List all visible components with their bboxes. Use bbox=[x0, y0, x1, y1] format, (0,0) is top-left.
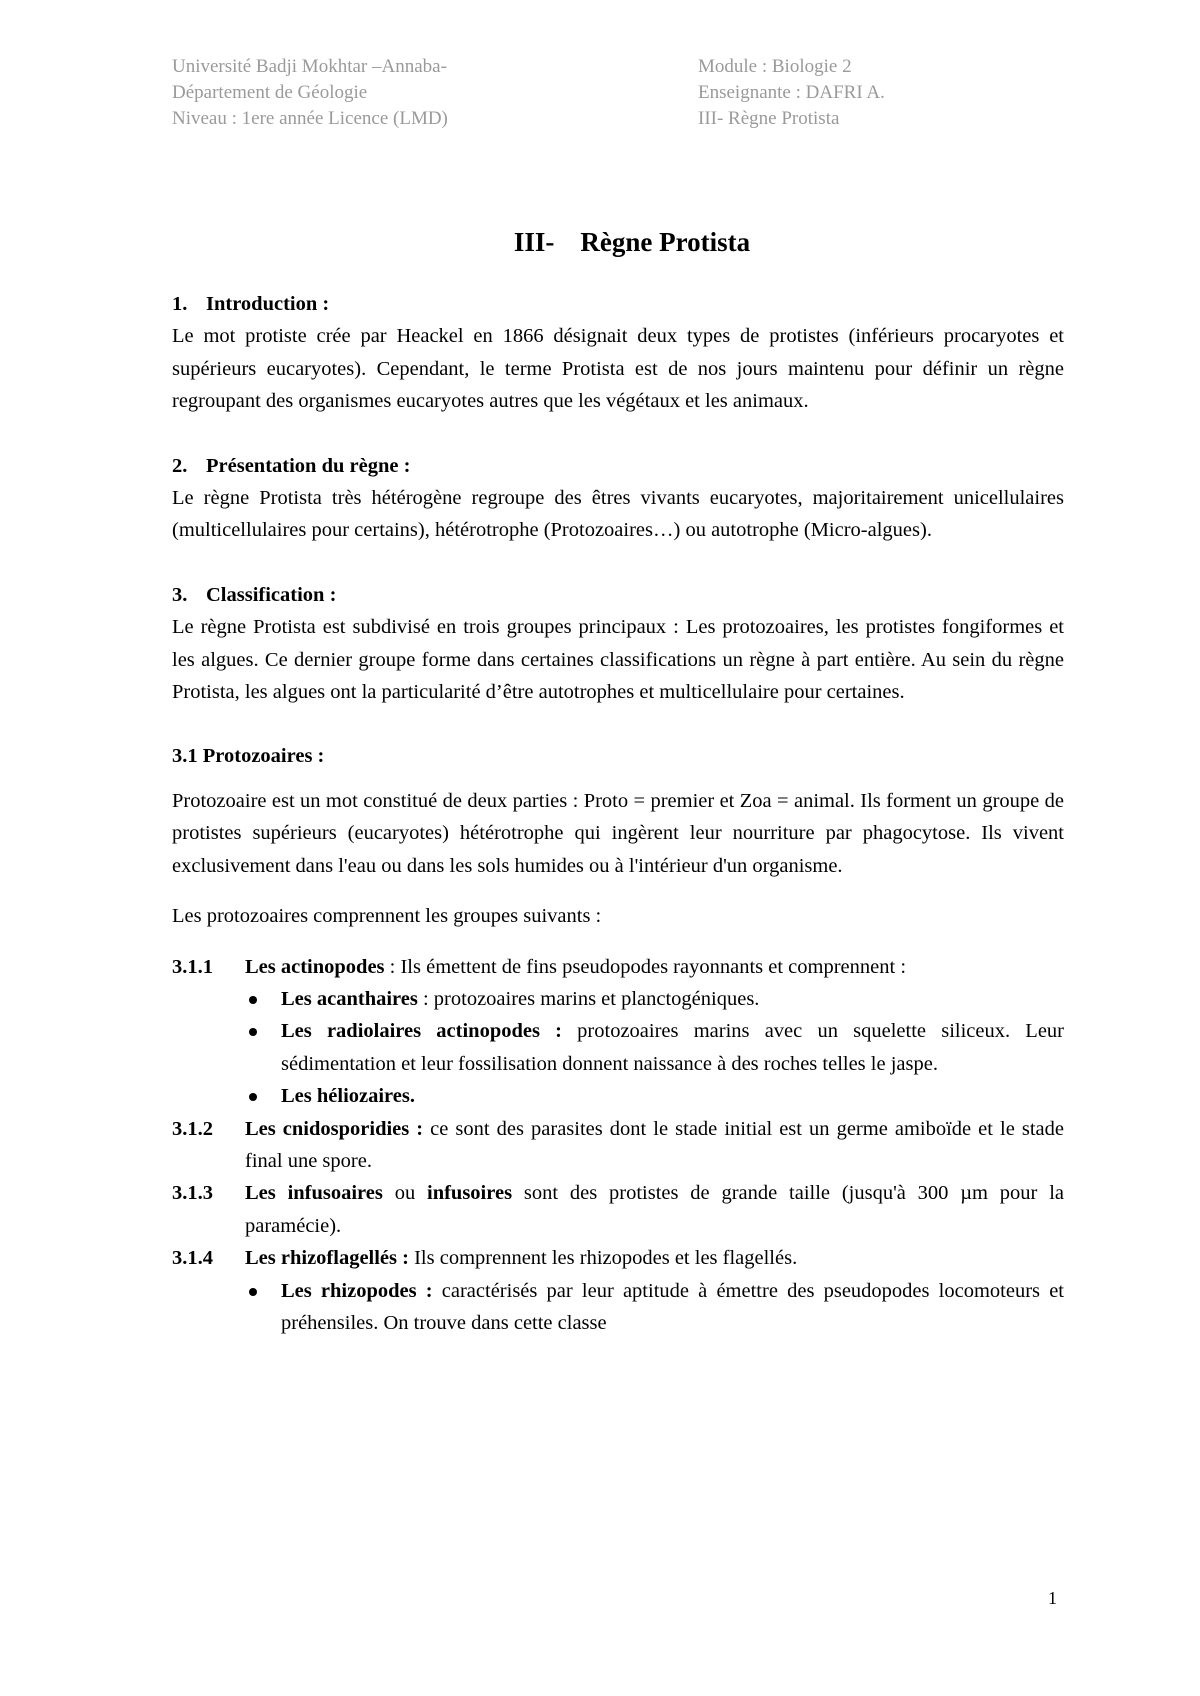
header-teacher: Enseignante : DAFRI A. bbox=[698, 82, 885, 103]
list-item: Les acanthaires : protozoaires marins et planctogéniques. bbox=[245, 983, 1064, 1015]
rhizoflagelles-list bbox=[172, 1275, 1064, 1340]
introduction-paragraph: Le mot protiste crée par Heackel en 1866 désignait deux types de protistes (inférieurs procaryotes et supérieurs eucaryotes). Cependant, le terme Protista est de nos jours maintenu pour définir un règne regroupant des organismes eucaryotes autres que les végétaux et les animaux. bbox=[172, 325, 1064, 413]
title-text: Règne Protista bbox=[580, 227, 751, 257]
group-number: 3.1.1 bbox=[172, 955, 213, 978]
group-term: Les rhizoflagellés : bbox=[245, 1247, 409, 1270]
header-right bbox=[698, 54, 885, 132]
header-chapter: III- Règne Protista bbox=[698, 108, 840, 129]
section-heading-classification: 3. Classification : bbox=[172, 583, 337, 606]
page-number: 1 bbox=[1048, 1588, 1057, 1608]
group-number: 3.1.2 bbox=[172, 1117, 213, 1140]
section-heading-protozoaires: 3.1 Protozoaires : bbox=[172, 745, 325, 768]
group-number: 3.1.3 bbox=[172, 1182, 213, 1205]
group-term: Les infusoaires bbox=[245, 1182, 383, 1205]
group-rhizoflagelles bbox=[172, 1242, 1064, 1274]
group-text: Ils comprennent les rhizopodes et les flagellés. bbox=[408, 1247, 798, 1270]
header-university: Université Badji Mokhtar –Annaba- bbox=[172, 56, 447, 77]
group-text: sont des protistes de grande taille (jusqu'à 300 µm pour la paramécie). bbox=[245, 1182, 1064, 1237]
bullet-icon bbox=[245, 1275, 281, 1340]
list-item: Les héliozaires. bbox=[245, 1080, 1064, 1112]
bullet-icon bbox=[245, 1080, 281, 1112]
document-body bbox=[172, 222, 1064, 1339]
header-department: Département de Géologie bbox=[172, 82, 368, 103]
groups-intro: Les protozoaires comprennent les groupes suivants : bbox=[172, 905, 602, 928]
group-text: : Ils émettent de fins pseudopodes rayonnants et comprennent : bbox=[384, 955, 907, 978]
bullet-icon bbox=[245, 983, 281, 1015]
list-item: Les radiolaires actinopodes : protozoaires marins avec un squelette siliceux. Leur sédimentation et leur fossilisation donnent naissance à des roches telles le jaspe. bbox=[245, 1015, 1064, 1080]
header-level: Niveau : 1ere année Licence (LMD) bbox=[172, 108, 448, 129]
group-cnidosporidies bbox=[172, 1113, 1064, 1178]
group-infusoaires: 3.1.3 Les infusoaires ou infusoires sont des protistes de grande taille (jusqu'à 300 µm pour la paramécie). bbox=[172, 1177, 1064, 1242]
group-term: Les cnidosporidies : bbox=[245, 1117, 424, 1140]
classification-paragraph: Le règne Protista est subdivisé en trois groupes principaux : Les protozoaires, les protistes fongiformes et les algues. Ce dernier groupe forme dans certaines classifications un règne à part entière. Au sein du règne Protista, les algues ont la particularité d’être autotrophes et multicellulaire pour certaines. bbox=[172, 616, 1064, 704]
header-module: Module : Biologie 2 bbox=[698, 56, 852, 77]
list-item: Les rhizopodes : caractérisés par leur aptitude à émettre des pseudopodes locomoteurs et préhensiles. On trouve dans cette classe bbox=[245, 1275, 1064, 1340]
page-title bbox=[172, 222, 1064, 262]
protozoaires-paragraph: Protozoaire est un mot constitué de deux parties : Proto = premier et Zoa = animal. Ils forment un groupe de protistes supérieurs (eucaryotes) hétérotrophe qui ingèrent leur nourriture par phagocytose. Ils vivent exclusivement dans l'eau ou dans les sols humides ou à l'intérieur d'un organisme. bbox=[172, 789, 1064, 877]
actinopodes-list bbox=[172, 983, 1064, 1113]
section-heading-presentation: 2. Présentation du règne : bbox=[172, 454, 411, 477]
title-number: III- bbox=[513, 227, 555, 257]
section-heading-introduction: 1. Introduction : bbox=[172, 293, 330, 315]
group-number: 3.1.4 bbox=[172, 1247, 213, 1270]
group-actinopodes bbox=[172, 951, 1064, 983]
bullet-icon bbox=[245, 1015, 281, 1080]
presentation-paragraph: Le règne Protista très hétérogène regroupe des êtres vivants eucaryotes, majoritairement unicellulaires (multicellulaires pour certains), hétérotrophe (Protozoaires…) ou autotrophe (Micro-algues). bbox=[172, 487, 1064, 542]
group-text: ce sont des parasites dont le stade initial est un germe amiboïde et le stade final une spore. bbox=[245, 1117, 1064, 1172]
header-left bbox=[172, 54, 448, 132]
group-term: Les actinopodes bbox=[245, 955, 385, 978]
